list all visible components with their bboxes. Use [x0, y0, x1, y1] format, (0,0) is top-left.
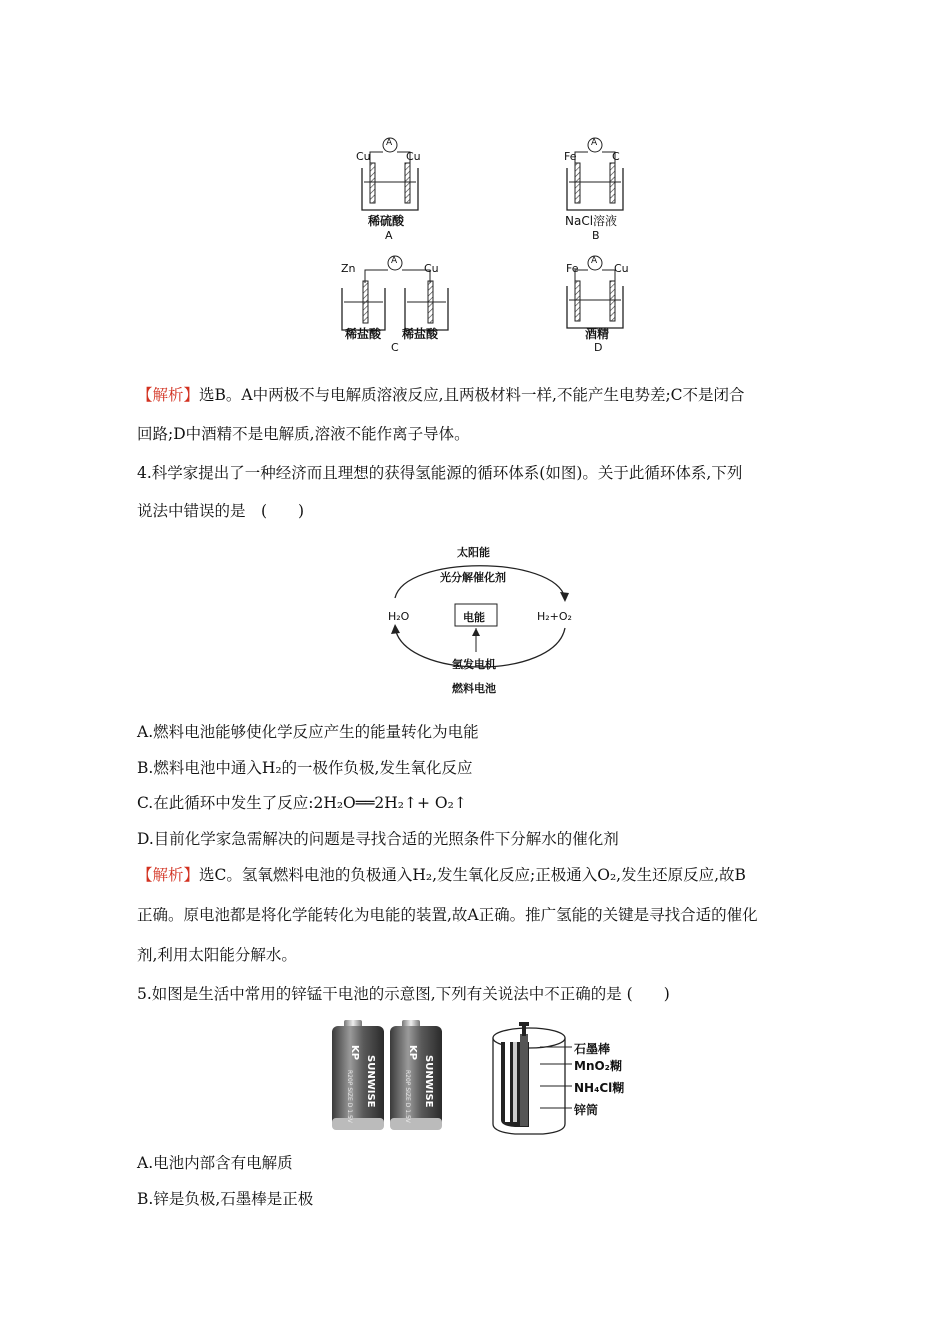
cell-d-letter: D	[594, 341, 603, 354]
question-4-line-1: 4.科学家提出了一种经济而且理想的获得氢能源的循环体系(如图)。关于此循环体系,下列	[137, 464, 743, 482]
cell-c-letter: C	[391, 341, 399, 354]
question-5-line-1: 5.如图是生活中常用的锌锰干电池的示意图,下列有关说法中不正确的是 ( )	[137, 985, 670, 1003]
question-4-option-d: D.目前化学家急需解决的问题是寻找合适的光照条件下分解水的催化剂	[137, 830, 619, 848]
question-4-line-2: 说法中错误的是 ( )	[137, 502, 305, 520]
cell-b-left-electrode: Fe	[564, 150, 577, 163]
question-4-option-c: C.在此循环中发生了反应:2H₂O══2H₂↑+ O₂↑	[137, 794, 467, 812]
cycle-hydrogen-generator: 氢发电机	[452, 658, 496, 671]
battery-left-model: R20P SIZE D 1.5V	[346, 1070, 353, 1123]
cell-a-left-electrode: Cu	[356, 150, 371, 163]
question-4-option-a: A.燃料电池能够使化学反应产生的能量转化为电能	[137, 723, 479, 741]
cell-c-solution-left: 稀盐酸	[345, 327, 382, 341]
meter-b-label: A	[591, 138, 598, 148]
cell-a-solution: 稀硫酸	[368, 214, 405, 228]
dry-cell-mno2-paste: MnO₂糊	[574, 1059, 622, 1073]
analysis-4-line-2: 正确。原电池都是将化学能转化为电能的装置,故A正确。推广氢能的关键是寻找合适的催化	[137, 906, 758, 924]
cycle-water: H₂O	[388, 610, 410, 623]
cell-b-solution: NaCl溶液	[565, 214, 618, 228]
battery-left-brand: SUNWISE	[365, 1055, 376, 1108]
dry-cell-nh4cl-paste: NH₄Cl糊	[574, 1081, 625, 1095]
analysis-4-line-1: 【解析】选C。氢氧燃料电池的负极通入H₂,发生氧化反应;正极通入O₂,发生还原反应,故B	[137, 866, 746, 884]
battery-right-brand: SUNWISE	[423, 1055, 434, 1108]
dry-cell-zinc-can: 锌筒	[574, 1103, 599, 1117]
cell-c-right-electrode: Cu	[424, 262, 439, 275]
battery-left-logo: KP	[349, 1045, 360, 1061]
cell-c-left-electrode: Zn	[341, 262, 356, 275]
battery-right-model: R20P SIZE D 1.5V	[404, 1070, 411, 1123]
question-5-option-a: A.电池内部含有电解质	[137, 1154, 293, 1172]
question-5-option-b: B.锌是负极,石墨棒是正极	[137, 1190, 314, 1208]
analysis-4-line-3: 剂,利用太阳能分解水。	[137, 946, 297, 964]
cell-d-solution: 酒精	[585, 327, 610, 341]
meter-c-label: A	[391, 256, 398, 266]
cell-c-solution-right: 稀盐酸	[402, 327, 439, 341]
cell-d-right-electrode: Cu	[614, 262, 629, 275]
cell-d-left-electrode: Fe	[566, 262, 579, 275]
cell-a-right-electrode: Cu	[406, 150, 421, 163]
cell-a	[362, 138, 418, 210]
cycle-electric-energy: 电能	[463, 611, 485, 624]
meter-d-label: A	[591, 256, 598, 266]
cycle-solar-energy: 太阳能	[457, 546, 490, 559]
analysis-3-line-1: 【解析】选B。A中两极不与电解质溶液反应,且两极材料一样,不能产生电势差;C不是闭合	[137, 386, 745, 404]
battery-photo	[330, 1020, 450, 1135]
cell-b	[567, 138, 623, 210]
battery-photo-drawing	[330, 1020, 450, 1135]
analysis-3-line-2: 回路;D中酒精不是电解质,溶液不能作离子导体。	[137, 425, 470, 443]
cell-b-letter: B	[592, 229, 600, 242]
battery-right-logo: KP	[407, 1045, 418, 1061]
analysis-tag: 【解析】	[137, 386, 200, 404]
analysis-tag: 【解析】	[137, 866, 200, 884]
meter-a-label: A	[386, 138, 393, 148]
cycle-fuel-cell: 燃料电池	[452, 682, 496, 695]
dry-cell-graphite-rod: 石墨棒	[574, 1042, 611, 1056]
cycle-photocatalyst: 光分解催化剂	[440, 571, 506, 584]
question-4-option-b: B.燃料电池中通入H₂的一极作负极,发生氧化反应	[137, 759, 473, 777]
cell-b-right-electrode: C	[612, 150, 620, 163]
cell-a-letter: A	[385, 229, 393, 242]
cycle-hydrogen-oxygen: H₂+O₂	[537, 610, 572, 623]
